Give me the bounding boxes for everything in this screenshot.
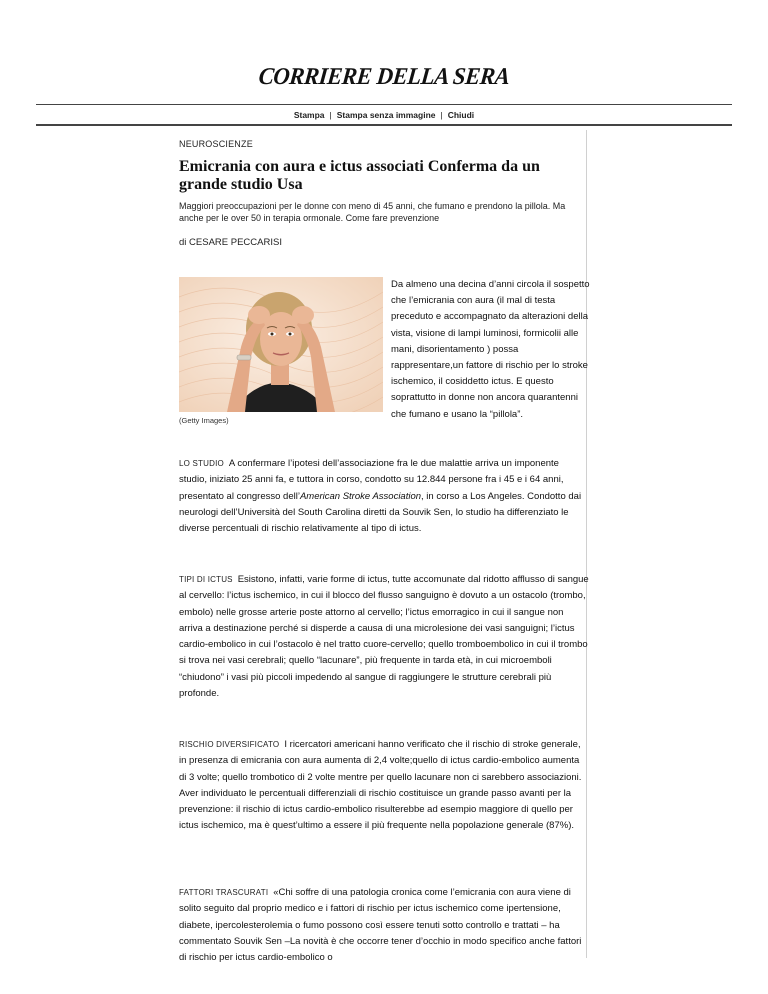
- author-name: CESARE PECCARISI: [189, 237, 282, 248]
- paragraph-lo-studio: [179, 456, 589, 537]
- paragraph-label: LO STUDIO: [179, 459, 224, 468]
- article-intro: Da almeno una decina d’anni circola il sospetto che l’emicrania con aura (il mal di testa preceduto e accompagnato da alterazioni della vista, visione di lampi luminosi, formicolii alle mani, disorientamento ) possa rappresentare,un fattore di rischio per lo stroke ischemico, il cosiddetto ictus. E questo soprattutto in donne non ancora quarantenni che fumano e usano la “pillola”.: [391, 279, 590, 420]
- section-label: NEUROSCIENZE: [179, 139, 253, 149]
- woman-headache-photo: [179, 277, 383, 412]
- byline-prefix: di: [179, 237, 187, 248]
- paragraph-text: , in corso a Los Angeles. Condotto dai neurologi dell’Università del South Carolina diretti da Souvik Sen, lo studio ha differenziato le diverse percentuali di rischio relativamente al tipo di ictus.: [179, 490, 582, 535]
- paragraph-label: RISCHIO DIVERSIFICATO: [179, 740, 280, 749]
- byline: [179, 237, 589, 248]
- article-subtitle: Maggiori preoccupazioni per le donne con meno di 45 anni, che fumano e prendono la pillola. Ma anche per le over 50 in terapia ormonale. Come fare prevenzione: [179, 201, 566, 223]
- paragraph-fattori-trascurati: [179, 885, 589, 966]
- print-toolbar: [0, 110, 768, 120]
- paragraph-text: I ricercatori americani hanno verificato che il rischio di stroke generale, in presenza di emicrania con aura aumenta di 2,4 volte;quello di ictus cardio-embolico aumenta di 3 volte; quello trombotico di 2 volte mentre per quello lacunare non ci sarebbero associazioni. Aver individuato le percentuali differenziali di rischio costituisce un grande passo avanti per la prevenzione: il rischio di ictus cardio-embolico risulterebbe ad esempio maggiore di quello per ictus ischemico, ma è quest’ultimo a essere il più frequente nella popolazione generale (87%).: [179, 739, 582, 832]
- corriere-logo: CORRIERE DELLA SERA: [257, 64, 511, 90]
- paragraph-text: A confermare l’ipotesi dell’associazione fra le due malattie arriva un imponente studio, iniziato 25 anni fa, e tuttora in corso, condotto su 12.844 persone fra i 45 e i 64 anni, presentato al congresso dell’: [179, 458, 564, 502]
- paragraph-text: «Chi soffre di una patologia cronica come l’emicrania con aura viene di solito seguito dal proprio medico e i fattori di rischio per ictus ischemico come ipertensione, diabete, ipercolesterolemia o fumo possono così essere tenuti sotto controllo e trattati – ha commentato Souvik Sen –La novità è che occorre tener d’occhio in modo specifico anche fattori di rischio per ictus cardio-embolico o: [179, 887, 582, 964]
- print-link[interactable]: Stampa: [293, 110, 325, 120]
- paragraph-rischio-diversificato: [179, 737, 589, 835]
- article-figure: [179, 277, 383, 425]
- paragraph-label: FATTORI TRASCURATI: [179, 888, 269, 897]
- header-rule-bottom: [36, 124, 732, 126]
- image-caption: (Getty Images): [179, 416, 229, 425]
- paragraph-tipi-di-ictus: [179, 572, 589, 702]
- paragraph-label: TIPI DI ICTUS: [179, 575, 233, 584]
- organization-name: American Stroke Association: [299, 490, 422, 502]
- article-title: Emicrania con aura e ictus associati Conferma da un grande studio Usa: [179, 158, 540, 193]
- header-rule-top: [36, 104, 732, 105]
- paragraph-text: Esistono, infatti, varie forme di ictus, tutte accomunate dal ridotto afflusso di sangue al cervello: l’ictus ischemico, in cui il blocco del flusso sanguigno è dovuto a un ostacolo (trombo, embolo) nelle grosse arterie poste attorno al cervello; l’ictus emorragico in cui il sangue non arriva a destinazione perché si disperde a causa di una microlesione dei vasi sanguigni; l’ictus cardio-embolico in cui l’ostacolo è nel tratto cuore-cervello; quello tromboembolico in cui il trombo si trova nei vasi cerebrali; quello “lacunare”, più frequente in tarda età, in cui microemboli “chiudono” i vasi più piccoli impedendo al sangue di raggiungere le strutture cerebrali più profonde.: [179, 574, 589, 700]
- nav-separator: |: [440, 110, 443, 120]
- masthead: [0, 64, 768, 91]
- close-link[interactable]: Chiudi: [447, 110, 475, 120]
- print-no-image-link[interactable]: Stampa senza immagine: [336, 110, 436, 120]
- article: [179, 139, 590, 964]
- nav-separator: |: [329, 110, 332, 120]
